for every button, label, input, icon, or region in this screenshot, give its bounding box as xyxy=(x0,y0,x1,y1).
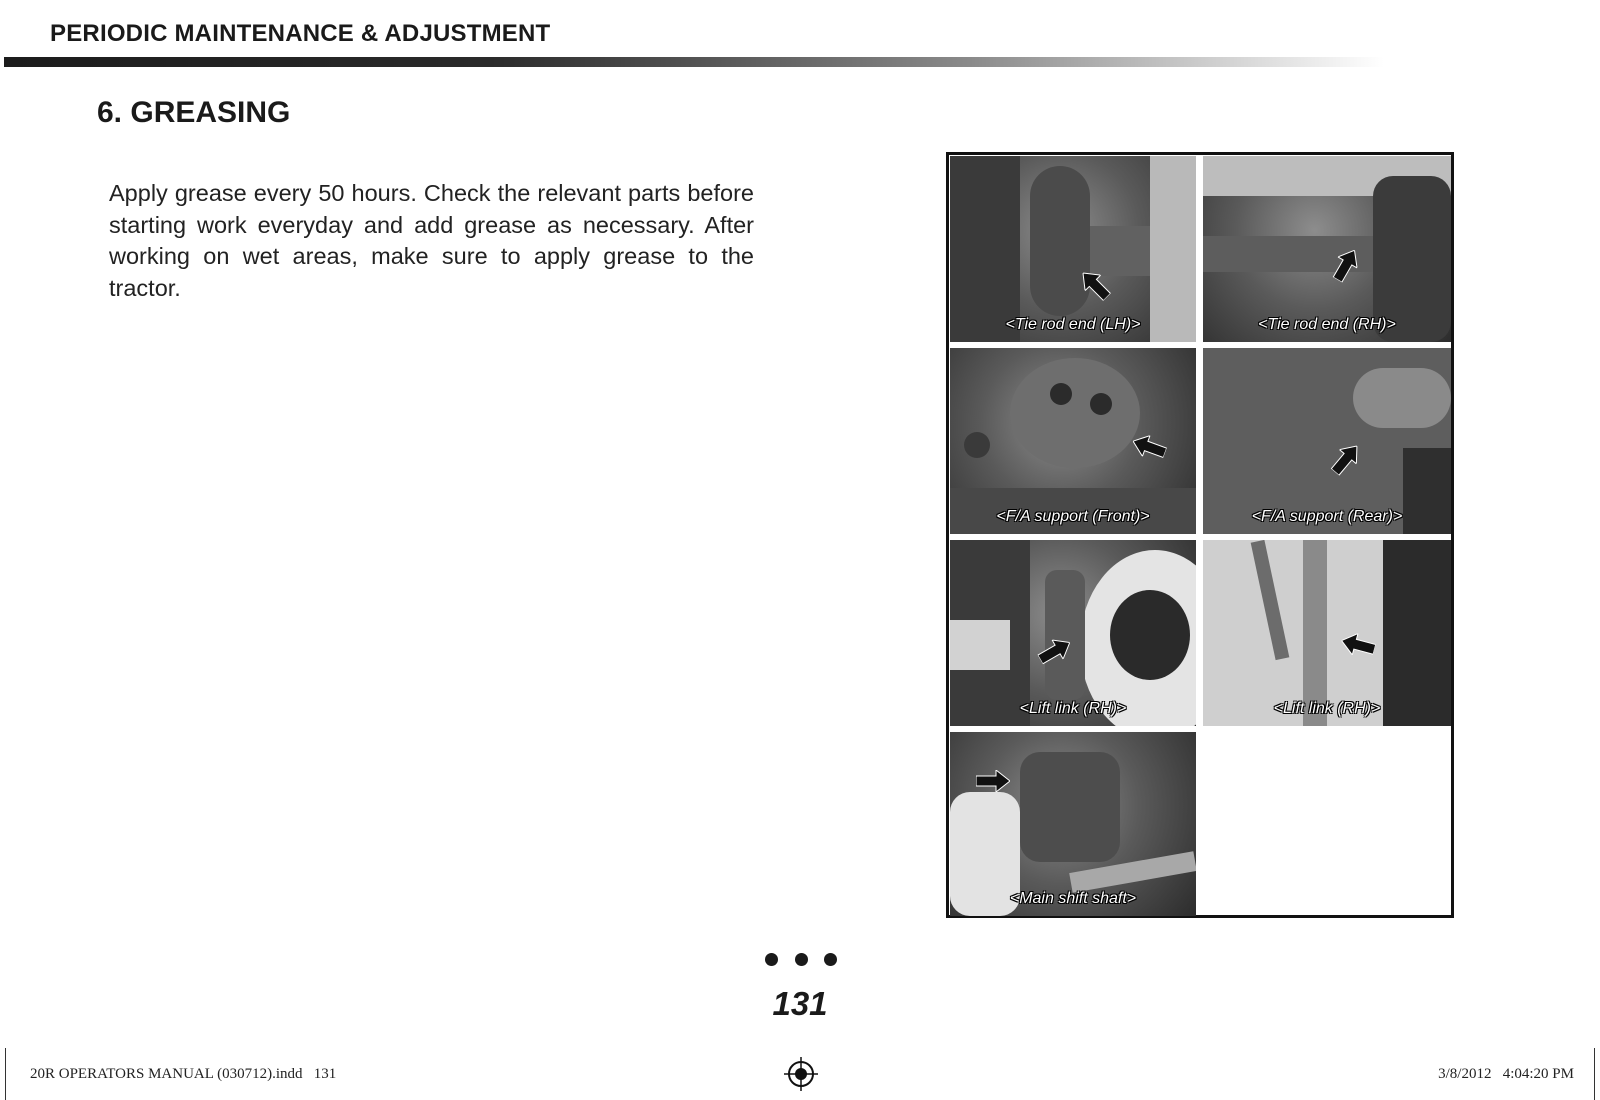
photo-fa-support-front xyxy=(950,348,1196,534)
crop-mark xyxy=(5,1048,6,1100)
section-body-text: Apply grease every 50 hours. Check the relevant parts before starting work everyday and add grease as necessary. After working on wet areas, make sure to apply grease to the tractor. xyxy=(109,180,754,301)
photo-tie-rod-end-lh xyxy=(950,156,1196,342)
photo-caption: <Lift link (RH)> xyxy=(1273,700,1381,717)
photo-caption: <Tie rod end (LH)> xyxy=(1005,316,1141,333)
arrow-icon xyxy=(1129,431,1168,463)
photo-lift-link-rh-1 xyxy=(950,540,1196,726)
ornament-dot xyxy=(765,953,778,966)
running-header: PERIODIC MAINTENANCE & ADJUSTMENT xyxy=(50,20,551,47)
photo-caption: <F/A support (Rear)> xyxy=(1251,508,1403,525)
ornament-dot xyxy=(795,953,808,966)
header-rule xyxy=(4,57,1384,67)
photo-caption: <F/A support (Front)> xyxy=(996,508,1150,525)
photo-lift-link-rh-2 xyxy=(1203,540,1451,726)
crop-mark xyxy=(1594,1048,1595,1100)
ornament-dot xyxy=(824,953,837,966)
print-slug-filename: 20R OPERATORS MANUAL (030712).indd 131 xyxy=(30,1066,337,1082)
photo-tie-rod-end-rh xyxy=(1203,156,1451,342)
photo-caption: <Lift link (RH)> xyxy=(1019,700,1127,717)
registration-mark-icon xyxy=(784,1057,818,1091)
arrow-icon xyxy=(976,770,1010,792)
photo-caption: <Tie rod end (RH)> xyxy=(1258,316,1396,333)
photo-caption: <Main shift shaft> xyxy=(1009,890,1137,907)
arrow-icon xyxy=(1339,630,1378,660)
section-title: 6. GREASING xyxy=(97,96,291,129)
photo-fa-support-rear xyxy=(1203,348,1451,534)
page-ornament-dots xyxy=(765,953,837,967)
greasing-points-figure xyxy=(946,152,1454,918)
page-number: 131 xyxy=(772,985,828,1022)
print-slug-timestamp: 3/8/2012 4:04:20 PM xyxy=(1438,1066,1574,1082)
photo-main-shift-shaft xyxy=(950,732,1196,916)
